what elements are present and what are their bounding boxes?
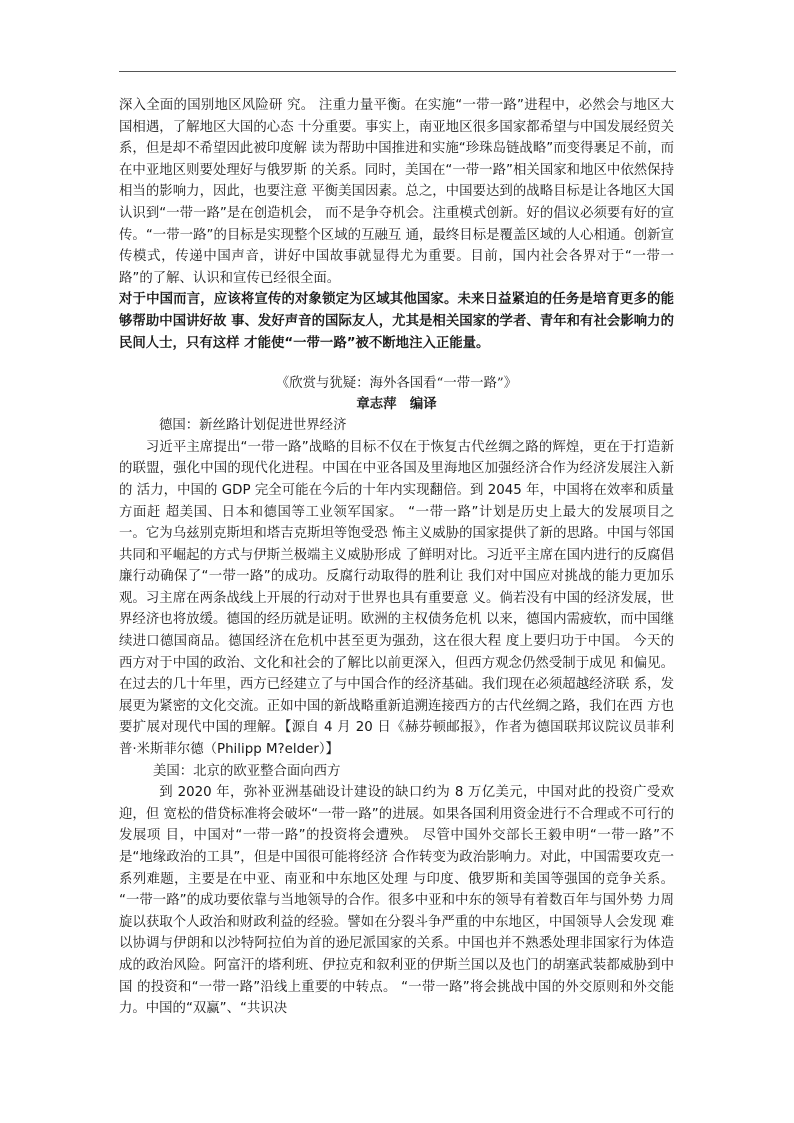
- body-paragraph: 深入全面的国别地区风险研 究。 注重力量平衡。在实施“一带一路”进程中，必然会与地区大国相遇，了解地区大国的心态 十分重要。事实上，南亚地区很多国家都希望与中国发展经贸关系，但是却不希望因此被印度解 读为帮助中国推进和实施“珍珠岛链战略”而变得裹足不前，而在中亚地区则要处理好与俄罗斯 的关系。同时，美国在“一带一路”相关国家和地区中依然保持相当的影响力，因此，也要注意 平衡美国因素。总之，中国要达到的战略目标是让各地区大国认识到“一带一路”是在创造机会， 而不是争夺机会。注重模式创新。好的倡议必须要有好的宣传。“一带一路”的目标是实现整个区域的互融互 通，最终目标是覆盖区域的人心相通。创新宣传模式，传递中国声音，讲好中国故事就显得尤为重要。目前，国内社会各界对于“一带一路”的了解、认识和宣传已经很全面。: [119, 98, 674, 286]
- spacer: [119, 354, 674, 373]
- body-paragraph-germany: 习近平主席提出“一带一路”战略的目标不仅在于恢复古代丝绸之路的辉煌，更在于打造新 的联盟，强化中国的现代化进程。中国在中亚各国及里海地区加强经济合作为经济发展注入新的 活力，中国的 GDP 完全可能在今后的十年内实现翻倍。到 2045 年，中国将在效率和质量方面赶 超美国、日本和德国等工业领军国家。 “一带一路”计划是历史上最大的发展项目之一。它为乌兹别克斯坦和塔吉克斯坦等饱受恐 怖主义威胁的国家提供了新的思路。中国与邻国共同和平崛起的方式与伊斯兰极端主义威胁形成 了鲜明对比。习近平主席在国内进行的反腐倡廉行动确保了“一带一路”的成功。反腐行动取得的胜利让 我们对中国应对挑战的能力更加乐观。习主席在两条战线上开展的行动对于世界也具有重要意 义。倘若没有中国的经济发展，世界经济也将放缓。德国的经历就是证明。欧洲的主权债务危机 以来，德国内需疲软，而中国继续进口德国商品。德国经济在危机中甚至更为强劲，这在很大程 度上要归功于中国。 今天的西方对于中国的政治、文化和社会的了解比以前更深入，但西方观念仍然受制于成见 和偏见。在过去的几十年里，西方已经建立了与中国合作的经济基础。我们现在必须超越经济联 系，发展更为紧密的文化交流。正如中国的新战略重新追溯连接西方的古代丝绸之路，我们在西 方也要扩展对现代中国的理解。【源自 4 月 20 日《赫芬顿邮报》，作者为德国联邦议院议员菲利 普·米斯菲尔德（Philipp M?elder）】: [119, 439, 674, 758]
- article-author: 章志萍 编译: [356, 397, 437, 413]
- section-heading-germany: 德国：新丝路计划促进世界经济: [159, 418, 347, 434]
- article-title: 《欣赏与犹疑：海外各国看“一带一路”》: [275, 376, 518, 392]
- body-paragraph-usa: 到 2020 年，弥补亚洲基础设计建设的缺口约为 8 万亿美元，中国对此的投资广受欢迎，但 宽松的借贷标准将会破坏“一带一路”的进展。如果各国利用资金进行不合理或不可行的发展项 目，中国对“一带一路”的投资将会遭殃。 尽管中国外交部长王毅申明“一带一路”不是“地缘政治的工具”，但是中国很可能将经济 合作转变为政治影响力。对此，中国需要攻克一系列难题，主要是在中亚、南亚和中东地区处理 与印度、俄罗斯和美国等强国的竞争关系。 “一带一路”的成功要依靠与当地领导的合作。很多中亚和中东的领导有着数百年与国外势 力周旋以获取个人政治和财政利益的经验。譬如在分裂斗争严重的中东地区，中国领导人会发现 难以协调与伊朗和以沙特阿拉伯为首的逊尼派国家的关系。中国也并不熟悉处理非国家行为体造 成的政治风险。阿富汗的塔利班、伊拉克和叙利亚的伊斯兰国以及也门的胡塞武装都威胁到中国 的投资和“一带一路”沿线上重要的中转点。 “一带一路”将会挑战中国的外交原则和外交能力。中国的“双赢”、“共识决: [119, 785, 674, 1017]
- bold-paragraph: 对于中国而言，应该将宣传的对象锁定为区域其他国家。未来日益紧迫的任务是培育更多的能够帮助中国讲好故 事、发好声音的国际友人，尤其是相关国家的学者、青年和有社会影响力的民间人士，只有这样 才能使“一带一路”被不断地注入正能量。: [119, 292, 674, 351]
- document-body: [119, 95, 674, 1020]
- header-rule: [119, 71, 676, 72]
- section-heading-usa: 美国：北京的欧亚整合面向西方: [153, 763, 341, 779]
